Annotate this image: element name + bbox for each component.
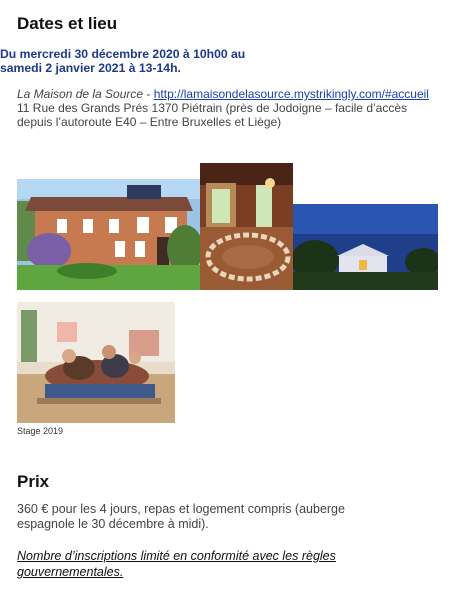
venue-separator: - xyxy=(143,87,154,101)
venue-website-link[interactable]: http://lamaisondelasource.mystrikingly.com/#accueil xyxy=(153,87,429,101)
price-text-1: 360 € pour les 4 jours, repas et logement compris (auberge xyxy=(17,502,345,516)
photo-caption: Stage 2019 xyxy=(17,426,64,436)
photo-group xyxy=(17,302,175,423)
venue-name: La Maison de la Source xyxy=(17,87,144,101)
address-line-3: depuis l’autoroute E40 – Entre Bruxelles et Liège) xyxy=(17,115,282,129)
registration-note-2: gouvernementales. xyxy=(17,565,124,579)
dates-text-1: Du mercredi 30 décembre 2020 à 10h00 au xyxy=(0,47,246,61)
price-text-2: espagnole le 30 décembre à midi). xyxy=(17,517,209,531)
registration-note-1: Nombre d’inscriptions limité en conformité avec les règles xyxy=(17,549,336,563)
address-line-1 xyxy=(17,87,429,101)
photo-room xyxy=(200,163,293,290)
section-title-prix: Prix xyxy=(17,472,50,491)
dates-line xyxy=(0,59,181,77)
section-title-dates: Dates et lieu xyxy=(17,14,118,33)
photo-yurt xyxy=(293,204,438,290)
photo-house xyxy=(17,179,200,290)
dates-text-2: samedi 2 janvier 2021 à 13-14h. xyxy=(0,61,181,75)
address-line-2: 11 Rue des Grands Prés 1370 Piétrain (près de Jodoigne – facile d’accès xyxy=(17,101,408,115)
